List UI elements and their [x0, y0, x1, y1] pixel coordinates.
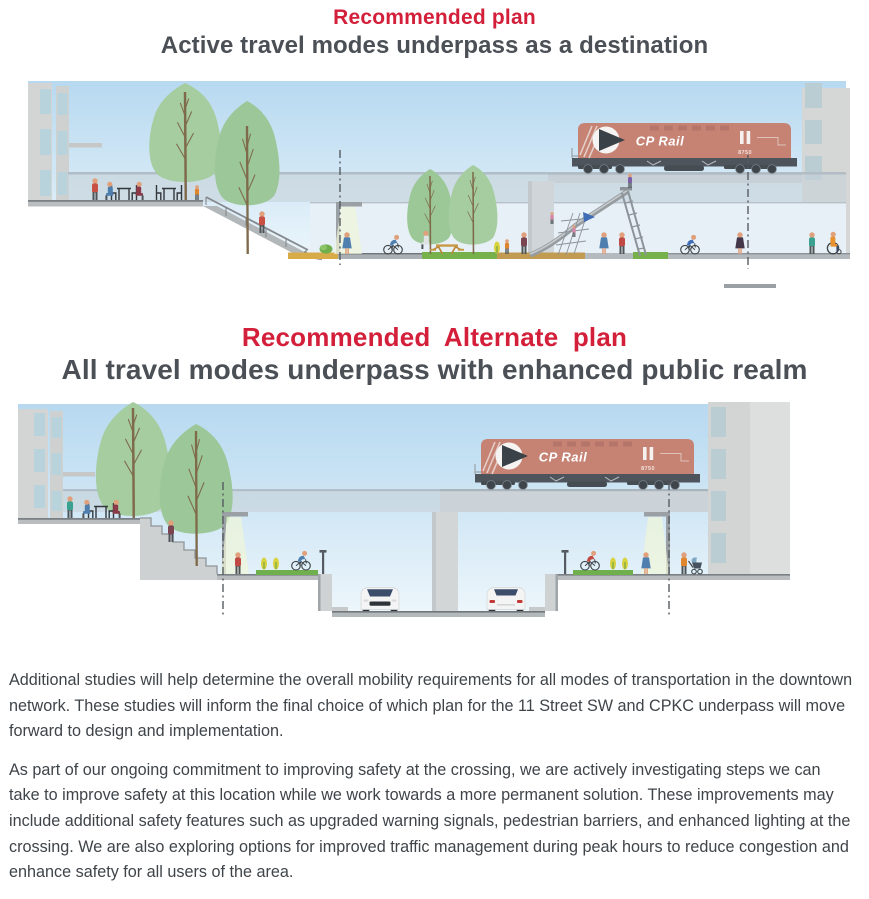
plan2-title: Recommended Alternate plan: [241, 322, 628, 352]
plaza-slab: [18, 518, 140, 524]
bridge-pillar: [432, 512, 458, 611]
plan1-title: Recommended plan: [333, 6, 536, 29]
cutaway-under-walkway-right: [558, 580, 790, 646]
awning: [63, 472, 95, 477]
plan1-subtitle: Active travel modes underpass as a destination: [160, 32, 709, 59]
paragraph-additional-studies: Additional studies will help determine the overall mobility requirements for all modes of transportation in the downtown network. These studies will inform the final choice of which plan for the 11 Street SW and CPKC underpass will move forward to design and implementation.: [9, 671, 853, 741]
underpass-light-right: [724, 284, 776, 288]
cp-rail-train: [475, 439, 700, 489]
car-front: [361, 588, 399, 612]
body-text: [0, 668, 868, 886]
plan2-subtitle: All travel modes underpass with enhanced public realm: [61, 354, 808, 385]
paragraph-safety-commitment: As part of our ongoing commitment to improving safety at the crossing, we are actively investigating steps we can take to improve safety at this location while we work towards a more permanent solution. These improvements may include additional safety features such as upgraded warning signals, pedestrian barriers, and enhanced lighting at the crossing. We are also exploring options for improved traffic management during peak hours to reduce congestion and enhance safety for all users of the area.: [9, 760, 851, 882]
car-rear: [487, 588, 525, 612]
diagram-active-travel-underpass: [0, 73, 869, 288]
cutaway-under-walkway-left: [217, 580, 332, 646]
rail-bridge-deck: [440, 489, 745, 512]
underpass-backdrop-line: [310, 202, 846, 203]
right-building: [708, 402, 790, 577]
plaza-slab: [28, 200, 203, 207]
section-recommended-plan: [0, 6, 869, 288]
diagram-all-travel-underpass: [0, 399, 869, 646]
awning: [69, 143, 102, 148]
ground-strips: [288, 252, 850, 259]
section-alternate-plan: [0, 322, 869, 646]
cp-rail-train: [572, 123, 797, 173]
cutaway-under-steps: [140, 580, 217, 646]
cutaway-under-road: [318, 617, 558, 646]
cutaway-left: [18, 524, 140, 646]
